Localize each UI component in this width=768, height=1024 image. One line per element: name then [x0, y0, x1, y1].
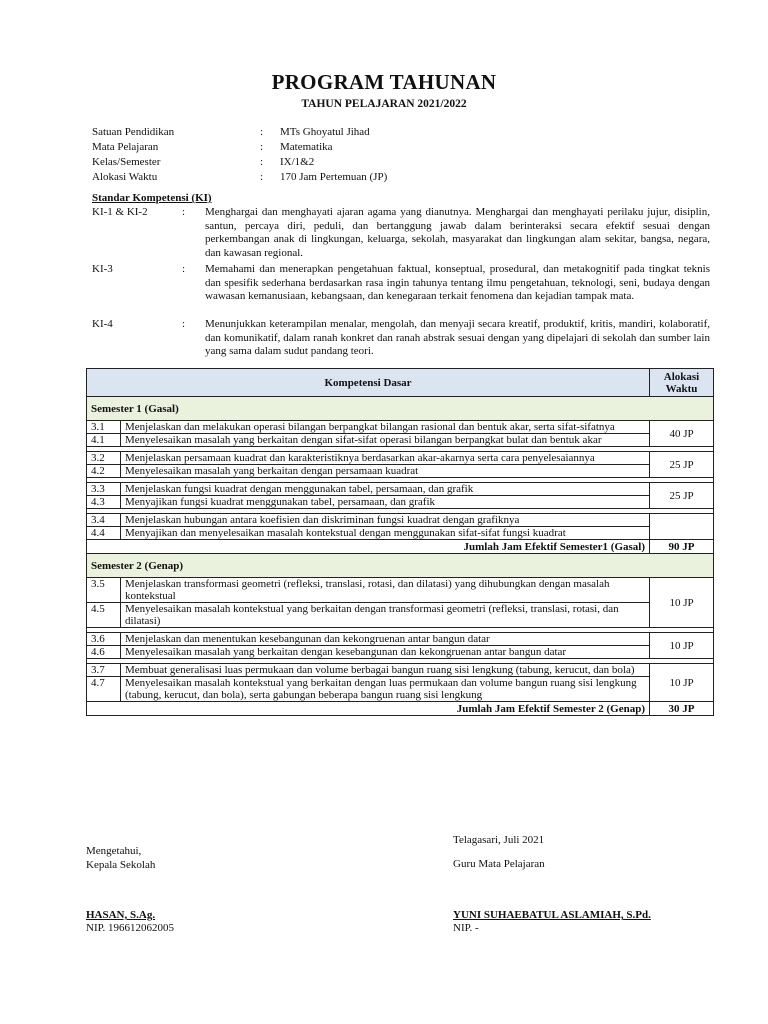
column-header-alokasi: Alokasi Waktu: [650, 369, 714, 397]
info-colon: :: [260, 126, 264, 138]
ki-text: Menghargai dan menghayati ajaran agama yang dianutnya. Menghargai dan menghayati perilaku jujur, disiplin, santun, percaya diri, peduli, dan bertanggung jawab dalam berinteraksi secara efektif sesuai dengan perkembangan anak di lingkungan, keluarga, sekolah, masyarakat dan lingkungan alam sekitar, bangsa, negara, dan kawasan regional.: [205, 206, 710, 259]
kd-number: 3.5: [87, 578, 121, 603]
info-value: Matematika: [280, 141, 333, 153]
table-row: [87, 421, 714, 434]
kd-number: 4.1: [87, 434, 121, 447]
info-value: MTs Ghoyatul Jihad: [280, 126, 370, 138]
table-row: [87, 496, 714, 509]
info-label: Kelas/Semester: [92, 156, 161, 168]
kd-number: 4.4: [87, 527, 121, 540]
principal-nip: NIP. 196612062005: [86, 922, 175, 934]
ki-label: KI-3: [92, 263, 113, 275]
semester-row: [87, 397, 714, 421]
identity-block: [92, 125, 387, 185]
info-row: [92, 140, 387, 155]
teacher-nip: NIP. -: [453, 922, 479, 934]
kd-number: 4.3: [87, 496, 121, 509]
info-colon: :: [260, 171, 264, 183]
kd-text: Menjelaskan dan melakukan operasi bilangan berpangkat bilangan rasional dan bentuk akar, serta sifat-sifatnya: [121, 421, 650, 434]
table-row: [87, 434, 714, 447]
total-row: [87, 540, 714, 554]
ki-text: Memahami dan menerapkan pengetahuan faktual, konseptual, prosedural, dan metakognitif pada tingkat teknis dan spesifik sederhana berdasarkan rasa ingin tahunya tentang ilmu pengetahuan, teknologi, seni, budaya dengan wawasan kemanusiaan, kebangsaan, dan kenegaraan terkait fenomena dan kejadian tampak mata.: [205, 263, 710, 302]
table-row: [87, 527, 714, 540]
table-row: [87, 483, 714, 496]
semester-title: Semester 1 (Gasal): [87, 397, 714, 421]
alokasi-cell: [650, 514, 714, 540]
table-row: [87, 646, 714, 659]
kompetensi-dasar-table: [86, 368, 714, 716]
total-label: Jumlah Jam Efektif Semester 2 (Genap): [87, 702, 650, 716]
total-value: 30 JP: [650, 702, 714, 716]
kd-text: Menjelaskan persamaan kuadrat dan karakteristiknya berdasarkan akar-akarnya serta cara penyelesaiannya: [121, 452, 650, 465]
table-row: [87, 465, 714, 478]
place-date: Telagasari, Juli 2021: [453, 834, 545, 846]
table-row: [87, 452, 714, 465]
ki-colon: :: [182, 318, 186, 330]
info-colon: :: [260, 141, 264, 153]
kd-number: 4.2: [87, 465, 121, 478]
kd-number: 3.3: [87, 483, 121, 496]
semester-row: [87, 554, 714, 578]
kd-number: 3.4: [87, 514, 121, 527]
alokasi-cell: 25 JP: [650, 452, 714, 478]
kd-text: Membuat generalisasi luas permukaan dan volume berbagai bangun ruang sisi lengkung (tabung, kerucut, dan bola): [121, 664, 650, 677]
kd-text: Menjelaskan fungsi kuadrat dengan menggunakan tabel, persamaan, dan grafik: [121, 483, 650, 496]
kd-number: 3.6: [87, 633, 121, 646]
table-row: [87, 578, 714, 603]
ki-item: [92, 263, 710, 304]
info-value: 170 Jam Pertemuan (JP): [280, 171, 388, 183]
table-row: [87, 677, 714, 702]
table-row: [87, 664, 714, 677]
kd-text: Menjelaskan transformasi geometri (refleksi, translasi, rotasi, dan dilatasi) yang dihubungkan dengan masalah kontekstual: [121, 578, 650, 603]
teacher-role: Guru Mata Pelajaran: [453, 858, 545, 870]
ki-label: KI-4: [92, 318, 113, 330]
kd-number: 3.7: [87, 664, 121, 677]
principal-name: HASAN, S.Ag.: [86, 909, 156, 921]
ki-colon: :: [182, 263, 186, 275]
table-row: [87, 633, 714, 646]
kd-number: 3.2: [87, 452, 121, 465]
total-value: 90 JP: [650, 540, 714, 554]
alokasi-cell: 25 JP: [650, 483, 714, 509]
kd-number: 3.1: [87, 421, 121, 434]
standar-kompetensi-heading: Standar Kompetensi (KI): [92, 192, 212, 204]
alokasi-cell: 40 JP: [650, 421, 714, 447]
kd-text: Menyelesaikan masalah yang berkaitan dengan persamaan kuadrat: [121, 465, 650, 478]
ki-colon: :: [182, 206, 186, 218]
kd-text: Menyelesaikan masalah yang berkaitan dengan sifat-sifat operasi bilangan berpangkat bulat dan bentuk akar: [121, 434, 650, 447]
info-label: Alokasi Waktu: [92, 171, 158, 183]
semester-title: Semester 2 (Genap): [87, 554, 714, 578]
table-row: [87, 603, 714, 628]
kd-number: 4.5: [87, 603, 121, 628]
info-value: IX/1&2: [280, 156, 315, 168]
approval-label: Mengetahui,: [86, 845, 142, 857]
column-header-kd: Kompetensi Dasar: [87, 369, 650, 397]
ki-label: KI-1 & KI-2: [92, 206, 148, 218]
ki-item: [92, 318, 710, 359]
kd-number: 4.6: [87, 646, 121, 659]
info-row: [92, 125, 387, 140]
page-subtitle: TAHUN PELAJARAN 2021/2022: [301, 98, 467, 110]
total-row: [87, 702, 714, 716]
ki-item: [92, 206, 710, 260]
alokasi-cell: 10 JP: [650, 664, 714, 702]
kd-text: Menyajikan dan menyelesaikan masalah kontekstual dengan menggunakan sifat-sifat fungsi kuadrat: [121, 527, 650, 540]
kd-text: Menjelaskan hubungan antara koefisien dan diskriminan fungsi kuadrat dengan grafiknya: [121, 514, 650, 527]
kd-text: Menyelesaikan masalah yang berkaitan dengan kesebangunan dan kekongruenan antar bangun datar: [121, 646, 650, 659]
ki-text: Menunjukkan keterampilan menalar, mengolah, dan menyaji secara kreatif, produktif, kritis, mandiri, kolaboratif, dan komunikatif, dalam ranah konkret dan ranah abstrak sesuai dengan yang dipelajari di sekolah dan sumber lain yang sama dalam sudut pandang teori.: [205, 318, 710, 357]
kd-text: Menjelaskan dan menentukan kesebangunan dan kekongruenan antar bangun datar: [121, 633, 650, 646]
kd-text: Menyelesaikan masalah kontekstual yang berkaitan dengan luas permukaan dan volume bangun ruang sisi lengkung (tabung, kerucut, dan bola), serta gabungan beberapa bangun ruang sisi lengkung: [121, 677, 650, 702]
principal-role: Kepala Sekolah: [86, 859, 156, 871]
table-header-row: [87, 369, 714, 397]
total-label: Jumlah Jam Efektif Semester1 (Gasal): [87, 540, 650, 554]
page-title: PROGRAM TAHUNAN: [271, 70, 497, 94]
info-colon: :: [260, 156, 264, 168]
alokasi-cell: 10 JP: [650, 633, 714, 659]
info-row: [92, 170, 387, 185]
kd-text: Menyelesaikan masalah kontekstual yang berkaitan dengan transformasi geometri (refleksi, translasi, rotasi, dan dilatasi): [121, 603, 650, 628]
info-row: [92, 155, 387, 170]
alokasi-cell: 10 JP: [650, 578, 714, 628]
teacher-name: YUNI SUHAEBATUL ASLAMIAH, S.Pd.: [453, 909, 651, 921]
kd-number: 4.7: [87, 677, 121, 702]
info-label: Satuan Pendidikan: [92, 126, 175, 138]
kd-text: Menyajikan fungsi kuadrat menggunakan tabel, persamaan, dan grafik: [121, 496, 650, 509]
info-label: Mata Pelajaran: [92, 141, 159, 153]
table-row: [87, 514, 714, 527]
